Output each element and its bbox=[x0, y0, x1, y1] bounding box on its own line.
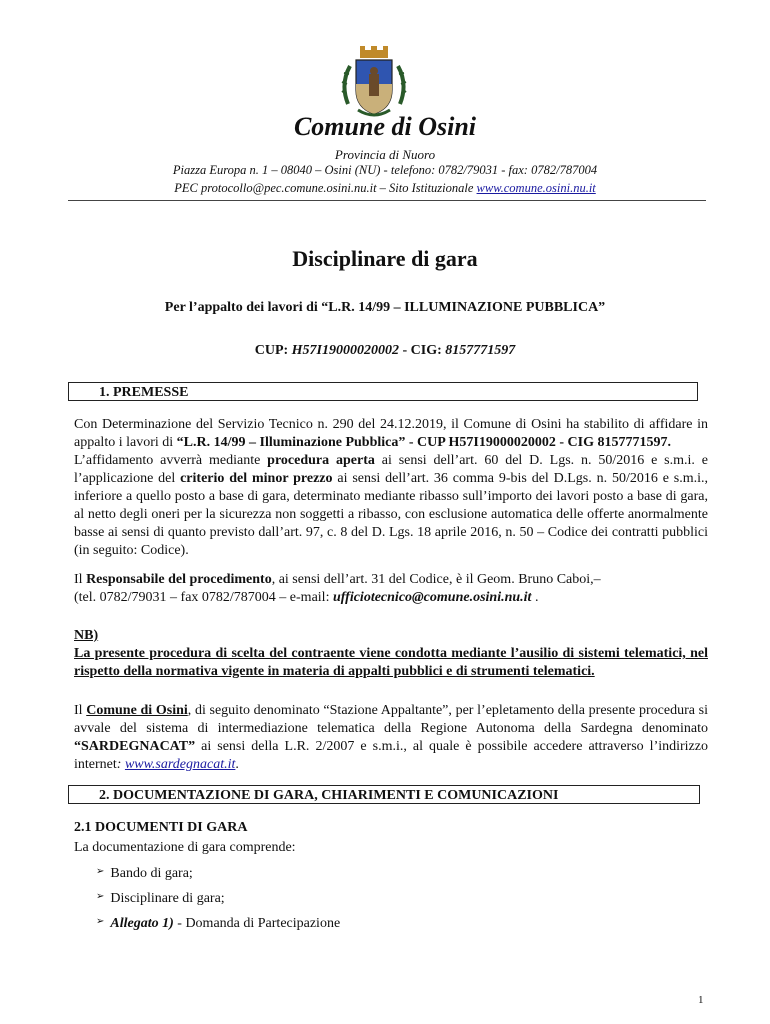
document-title: Disciplinare di gara bbox=[292, 246, 478, 271]
pec-site-line bbox=[0, 181, 770, 196]
p3-colon: : bbox=[116, 757, 125, 772]
nb-label: NB) bbox=[74, 628, 99, 643]
cup-value: H57I19000020002 bbox=[291, 343, 399, 358]
sardegnacat-link[interactable]: www.sardegnacat.it bbox=[124, 757, 236, 772]
p2-text-a: Il bbox=[74, 572, 87, 587]
p2-text-e: . bbox=[531, 590, 539, 605]
pec-text: PEC protocollo@pec.comune.osini.nu.it – Sito Istituzionale bbox=[174, 181, 477, 195]
list-item-emphasis: Allegato 1) bbox=[110, 916, 174, 931]
paragraph-determinazione bbox=[74, 416, 708, 560]
p3-text-b: Comune di Osini bbox=[86, 703, 188, 718]
arrowhead-bullet-icon: ➢ bbox=[96, 916, 105, 927]
document-subtitle: Per l’appalto dei lavori di “L.R. 14/99 – ILLUMINAZIONE PUBBLICA” bbox=[164, 300, 606, 315]
address-line: Piazza Europa n. 1 – 08040 – Osini (NU) - telefono: 0782/79031 - fax: 0782/787004 bbox=[172, 163, 598, 177]
arrowhead-bullet-icon: ➢ bbox=[96, 866, 105, 877]
site-link[interactable]: www.comune.osini.nu.it bbox=[476, 181, 596, 195]
p1-text-f: criterio del minor prezzo bbox=[180, 471, 333, 486]
p1-text-d: procedura aperta bbox=[267, 453, 375, 468]
p1-text-a: Con Determinazione del Servizio Tecnico n. 290 del 24.12.2019, il Comune di Osini ha stabilito di affidare in appalto i lavori di bbox=[74, 417, 708, 450]
p1-text-c: L’affidamento avverrà mediante bbox=[74, 453, 268, 468]
paragraph-stazione-appaltante bbox=[74, 702, 708, 774]
list-item bbox=[96, 866, 193, 882]
paragraph-responsabile bbox=[74, 571, 708, 607]
p1-text-g: ai sensi dell’art. 36 comma 9-bis del D.Lgs. n. 50/2016 e s.m.i., inferiore a quello posto a base di gara, determinato mediante ribasso sull’importo dei lavori posto a base di gara, al netto degli oneri per la sicurezza non soggetti a ribasso, con esclusione automatica delle offerte anormalmente basse ai sensi di quanto previsto dall’art. 97, c. 8 del D. Lgs. 18 aprile 2016, n. 50 – Codice dei contratti pubblici (in seguito: Codice). bbox=[74, 471, 708, 558]
p1-text-e: ai sensi dell’art. 60 del D. Lgs. n. 50/2016 e s.m.i. e l’applicazione del bbox=[74, 453, 708, 486]
section-heading-documentazione: 2. DOCUMENTAZIONE DI GARA, CHIARIMENTI E COMUNICAZIONI bbox=[68, 785, 700, 804]
list-item-text: Bando di gara; bbox=[110, 866, 193, 881]
p3-text-c: , di seguito denominato “Stazione Appaltante”, per l’epletamento della presente procedura si avvale del sistema di intermediazione telematica della Regione Autonoma della Sardegna denominato bbox=[74, 703, 708, 736]
coat-of-arms-icon bbox=[338, 44, 410, 118]
cup-cig-line bbox=[0, 343, 770, 359]
cig-sep: - CIG: bbox=[399, 343, 446, 358]
subsection-heading-documenti: 2.1 DOCUMENTI DI GARA bbox=[74, 820, 248, 835]
arrowhead-bullet-icon: ➢ bbox=[96, 891, 105, 902]
p1-text-b: “L.R. 14/99 – Illuminazione Pubblica” - CUP H57I19000020002 - CIG 8157771597. bbox=[176, 435, 671, 450]
province-name: Provincia di Nuoro bbox=[334, 147, 436, 162]
list-item-text: - Domanda di Partecipazione bbox=[173, 916, 341, 931]
list-item bbox=[96, 891, 225, 907]
nb-note bbox=[74, 627, 708, 681]
p2-text-b: Responsabile del procedimento bbox=[86, 572, 272, 587]
p3-end: . bbox=[235, 757, 239, 772]
page-number: 1 bbox=[698, 994, 704, 1006]
section-heading-premesse: 1. PREMESSE bbox=[68, 382, 698, 401]
p2-text-d: (tel. 0782/79031 – fax 0782/787004 – e-mail: bbox=[74, 590, 333, 605]
cup-label: CUP: bbox=[254, 343, 292, 358]
list-item-text: Disciplinare di gara; bbox=[110, 891, 225, 906]
p3-text-e: ai sensi della L.R. 2/2007 e s.m.i., al quale è possibile accedere attraverso l’indirizzo internet bbox=[74, 739, 708, 772]
documents-intro: La documentazione di gara comprende: bbox=[74, 840, 296, 855]
p3-text-a: Il bbox=[74, 703, 87, 718]
list-item bbox=[96, 916, 340, 932]
p2-text-c: , ai sensi dell’art. 31 del Codice, è il Geom. Bruno Caboi,– bbox=[271, 572, 601, 587]
municipality-name: Comune di Osini bbox=[293, 112, 477, 141]
cig-value: 8157771597 bbox=[445, 343, 516, 358]
p3-text-d: “SARDEGNACAT” bbox=[74, 739, 196, 754]
contact-email[interactable]: ufficiotecnico@comune.osini.nu.it bbox=[332, 590, 532, 605]
nb-text: La presente procedura di scelta del contraente viene condotta mediante l’ausilio di sistemi telematici, nel rispetto della normativa vigente in materia di appalti pubblici e di strumenti telematici. bbox=[74, 646, 708, 679]
header-divider bbox=[68, 200, 706, 201]
